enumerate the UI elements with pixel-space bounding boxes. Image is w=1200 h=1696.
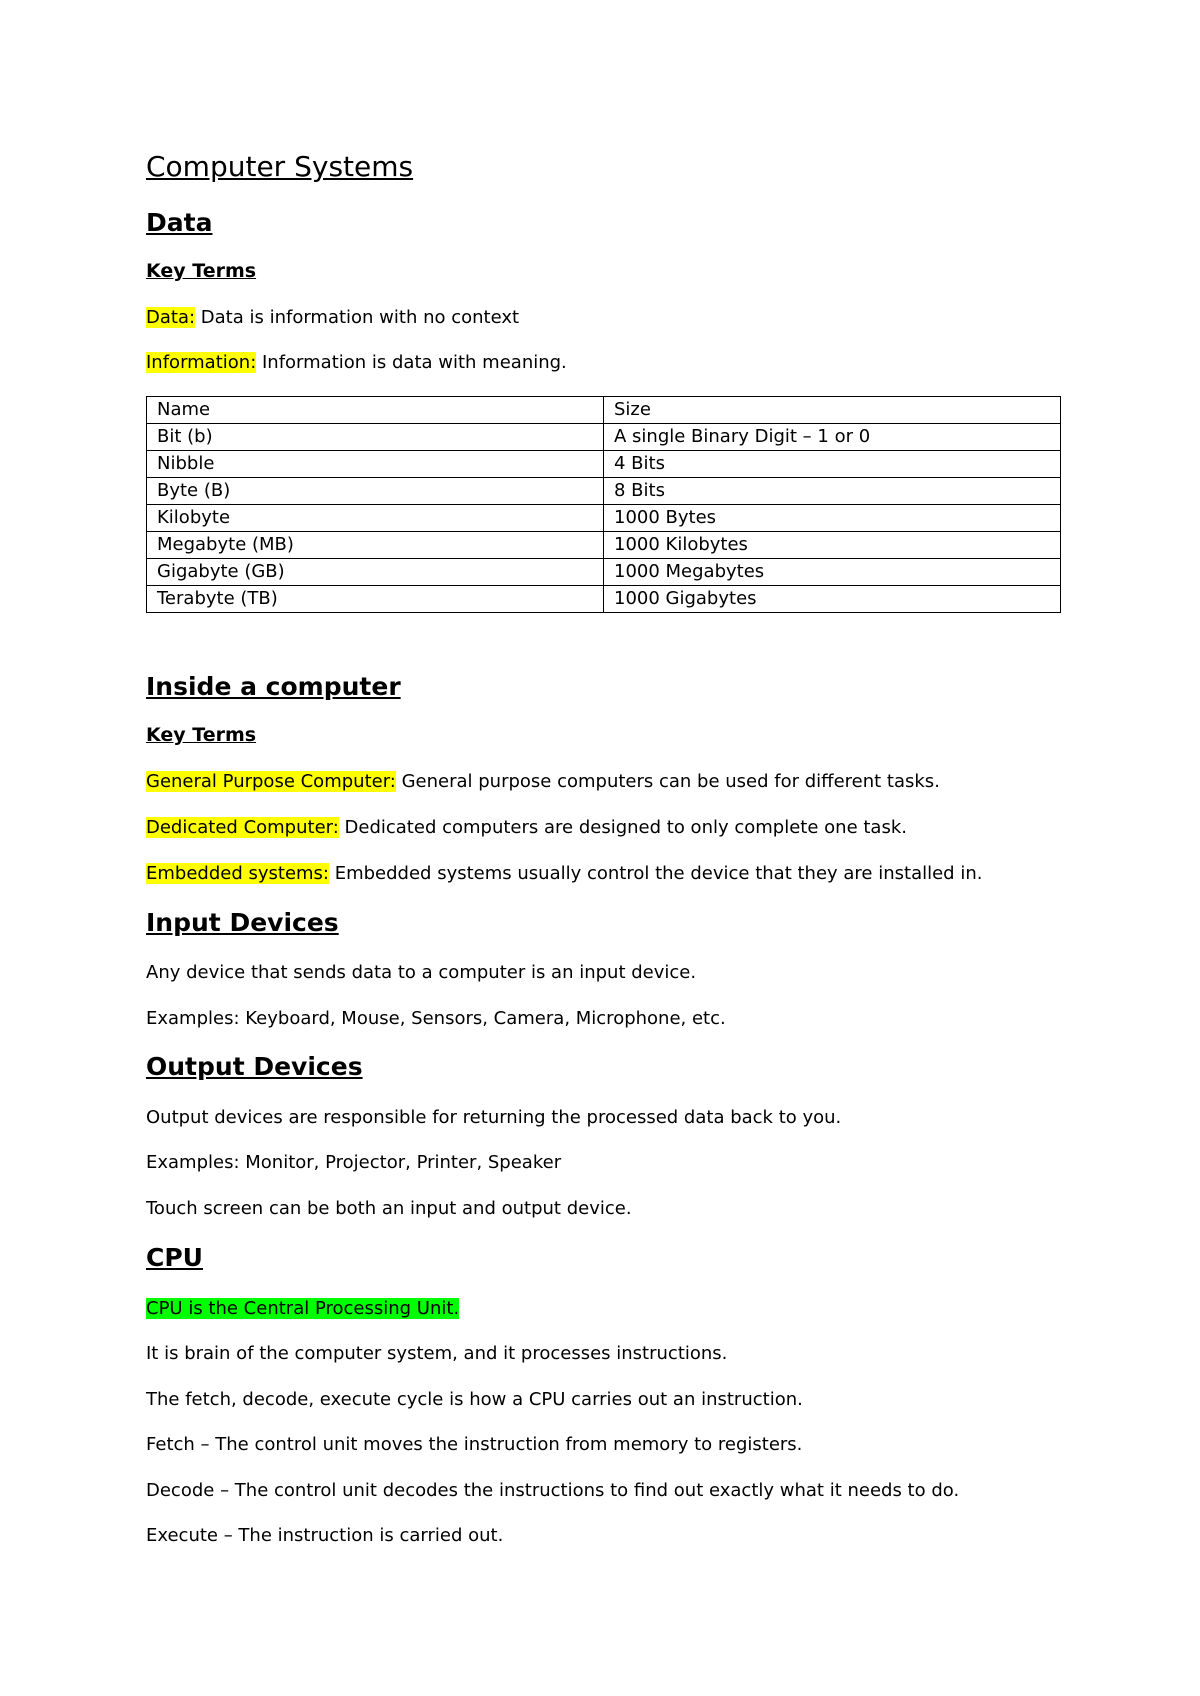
table-cell-name: Terabyte (TB) [147, 586, 604, 613]
output-devices-touchscreen: Touch screen can be both an input and output device. [146, 1198, 632, 1219]
table-cell-size: 1000 Kilobytes [604, 532, 1061, 559]
table-cell-size: A single Binary Digit – 1 or 0 [604, 424, 1061, 451]
cpu-paragraph: The fetch, decode, execute cycle is how a CPU carries out an instruction. [146, 1389, 803, 1410]
term-embedded-label: Embedded systems: [146, 863, 329, 884]
table-cell-size: 1000 Bytes [604, 505, 1061, 532]
table-cell-size: 1000 Megabytes [604, 559, 1061, 586]
table-cell-name: Byte (B) [147, 478, 604, 505]
document-title: Computer Systems [146, 150, 414, 183]
input-devices-heading: Input Devices [146, 908, 339, 937]
inside-key-terms-heading: Key Terms [146, 724, 257, 746]
table-header-size: Size [604, 397, 1061, 424]
table-cell-name: Megabyte (MB) [147, 532, 604, 559]
table-header-name: Name [147, 397, 604, 424]
cpu-paragraph: It is brain of the computer system, and it processes instructions. [146, 1343, 728, 1364]
term-dedicated-label: Dedicated Computer: [146, 817, 339, 838]
table-cell-name: Bit (b) [147, 424, 604, 451]
term-data-label: Data: [146, 307, 196, 328]
term-dedicated-definition: Dedicated computers are designed to only complete one task. [338, 817, 907, 838]
cpu-definition [146, 1298, 459, 1319]
table-cell-name: Nibble [147, 451, 604, 478]
table-row [147, 478, 1061, 505]
data-heading: Data [146, 208, 213, 237]
term-embedded [146, 863, 982, 884]
cpu-decode-step: Decode – The control unit decodes the instructions to find out exactly what it needs to do. [146, 1480, 960, 1501]
input-devices-examples: Examples: Keyboard, Mouse, Sensors, Camera, Microphone, etc. [146, 1008, 726, 1029]
table-cell-size: 4 Bits [604, 451, 1061, 478]
data-key-terms-heading: Key Terms [146, 260, 257, 282]
term-embedded-definition: Embedded systems usually control the device that they are installed in. [329, 863, 983, 884]
cpu-definition-highlight: CPU is the Central Processing Unit. [146, 1298, 460, 1319]
table-cell-size: 8 Bits [604, 478, 1061, 505]
term-information [146, 352, 567, 373]
table-row [147, 505, 1061, 532]
table-header-row [147, 397, 1061, 424]
table-cell-name: Gigabyte (GB) [147, 559, 604, 586]
data-size-table [146, 396, 1061, 613]
table-row [147, 451, 1061, 478]
term-information-label: Information: [146, 352, 257, 373]
inside-computer-heading: Inside a computer [146, 672, 401, 701]
table-row [147, 559, 1061, 586]
term-general-purpose [146, 771, 940, 792]
cpu-heading: CPU [146, 1243, 203, 1272]
table-cell-size: 1000 Gigabytes [604, 586, 1061, 613]
table-row [147, 532, 1061, 559]
term-dedicated [146, 817, 907, 838]
term-data [146, 307, 519, 328]
output-devices-paragraph: Output devices are responsible for returning the processed data back to you. [146, 1107, 842, 1128]
term-general-purpose-definition: General purpose computers can be used for different tasks. [395, 771, 940, 792]
input-devices-paragraph: Any device that sends data to a computer is an input device. [146, 962, 697, 983]
output-devices-examples: Examples: Monitor, Projector, Printer, Speaker [146, 1152, 562, 1173]
cpu-execute-step: Execute – The instruction is carried out. [146, 1525, 504, 1546]
table-cell-name: Kilobyte [147, 505, 604, 532]
output-devices-heading: Output Devices [146, 1052, 363, 1081]
term-data-definition: Data is information with no context [195, 307, 520, 328]
table-row [147, 586, 1061, 613]
table-row [147, 424, 1061, 451]
cpu-fetch-step: Fetch – The control unit moves the instruction from memory to registers. [146, 1434, 803, 1455]
term-general-purpose-label: General Purpose Computer: [146, 771, 396, 792]
term-information-definition: Information is data with meaning. [256, 352, 567, 373]
